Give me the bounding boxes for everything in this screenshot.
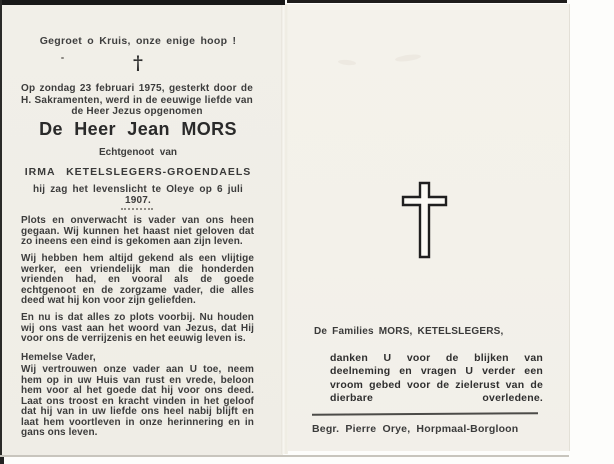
paragraph-prayer: Wij vertrouwen onze vader aan U toe, neem hem op in uw Huis van rust en vrede, beloon hem voor al het goede dat hij voor ons deed. Laat ons troost en kracht vinden in het geloof dat hij van in uw liefde ons heel nabij blijft en laat hem voortleven in onze herinnering en in gans ons leven. (21, 364, 254, 438)
deceased-name: De Heer Jean MORS (39, 119, 237, 139)
outlined-cross-icon (400, 181, 448, 259)
thanks-paragraph: danken U voor de blijken van deelneming en vragen U verder een vroom gebed voor de zielerust van de dierbare overledene. (330, 352, 543, 405)
memorial-body-text (21, 216, 254, 445)
dagger-cross-icon: † (133, 52, 143, 74)
paragraph-resurrection: En nu is dat alles zo plots voorbij. Nu houden wij ons vast aan het woord van Jezus, dat Hij voor ons de verrijzenis en het eeuwig leven is. (21, 312, 254, 344)
death-announcement: Op zondag 23 februari 1975, gesterkt door de H. Sakramenten, werd in de eeuwige liefde van de Heer Jezus opgenomen (21, 83, 253, 118)
scan-edge-left (0, 0, 2, 456)
birth-line: hij zag het levenslicht te Oleye op 6 juli 1907. (32, 184, 243, 206)
spouse-label: Echtgenoot van (98, 147, 177, 158)
card-fold-crease (281, 4, 288, 454)
prayer-salutation: Hemelse Vader, (21, 351, 96, 363)
section-divider (121, 208, 153, 210)
scan-edge-strip-left (0, 0, 285, 5)
scan-corner-mark (0, 457, 4, 464)
spouse-name: IRMA KETELSLEGERS-GROENDAELS (24, 166, 252, 178)
families-line: De Families MORS, KETELSLEGERS, (314, 326, 504, 337)
paragraph-character: Wij hebben hem altijd gekend als een vlijtige werker, een vriendelijk man die honderden vrienden had, en vooral als de goede echtgenoot en de zorgzame vader, die alles deed wat hij kon voor zijn geliefden. (21, 253, 254, 306)
undertaker-line: Begr. Pierre Orye, Horpmaal-Borgloon (312, 423, 519, 435)
greeting-line: Gegroet o Kruis, onze enige hoop ! (39, 35, 237, 47)
card-bottom-shadow (0, 455, 569, 457)
scan-edge-strip-right (287, 0, 567, 3)
paragraph-sudden-death: Plots en onverwacht is vader van ons heen gegaan. Wij kunnen het haast niet geloven dat zo ineens een eind is gekomen aan zijn leven. (21, 215, 254, 247)
